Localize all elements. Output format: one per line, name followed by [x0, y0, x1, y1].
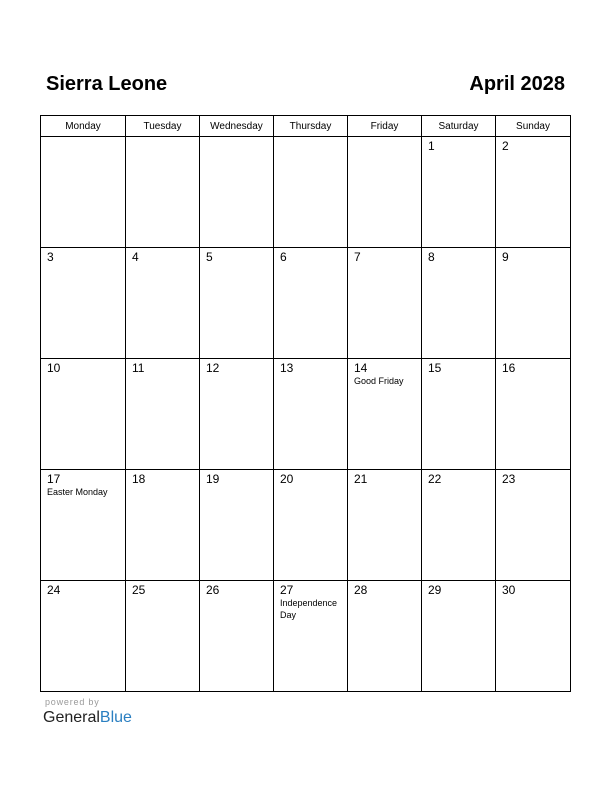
brand-blue-text: Blue: [99, 709, 132, 726]
day-cell: [422, 581, 496, 692]
day-cell: [274, 359, 348, 470]
day-number: 24: [47, 583, 61, 597]
day-number: [274, 137, 347, 139]
generalblue-logo: [43, 708, 132, 728]
day-number: 2: [502, 139, 509, 153]
day-number: 3: [47, 250, 54, 264]
day-number: [200, 137, 273, 139]
day-cell: [496, 470, 571, 581]
day-cell: [348, 581, 422, 692]
day-cell: [274, 581, 348, 692]
day-number: 8: [428, 250, 435, 264]
day-cell: [348, 359, 422, 470]
day-cell: [348, 248, 422, 359]
day-number: 20: [280, 472, 294, 486]
day-cell: [200, 470, 274, 581]
day-cell: [422, 470, 496, 581]
day-cell: [422, 359, 496, 470]
day-number: [126, 137, 199, 139]
day-number: 15: [428, 361, 442, 375]
weekday-header-thursday: Thursday: [274, 116, 348, 137]
day-cell: [200, 359, 274, 470]
day-cell: [41, 470, 126, 581]
day-number: 18: [132, 472, 146, 486]
weekday-header-row: [41, 116, 571, 137]
day-cell: [126, 359, 200, 470]
day-number: 30: [502, 583, 516, 597]
day-cell: [274, 248, 348, 359]
day-number: 28: [354, 583, 368, 597]
day-number: [348, 137, 421, 139]
day-number: 25: [132, 583, 146, 597]
calendar-grid: [40, 115, 571, 692]
powered-by-label: powered by: [45, 697, 100, 707]
day-cell: [274, 137, 348, 248]
day-cell: [126, 248, 200, 359]
day-cell: [496, 359, 571, 470]
brand-general-text: General: [43, 709, 100, 726]
day-cell: [200, 137, 274, 248]
weekday-header-friday: Friday: [348, 116, 422, 137]
day-number: 17: [47, 472, 61, 486]
day-cell: [126, 137, 200, 248]
holiday-label: Good Friday: [354, 376, 404, 386]
day-cell: [496, 581, 571, 692]
weekday-header-wednesday: Wednesday: [200, 116, 274, 137]
day-number: 14: [354, 361, 368, 375]
weekday-header-monday: Monday: [41, 116, 126, 137]
day-cell: [496, 137, 571, 248]
day-number: 19: [206, 472, 220, 486]
generalblue-brand[interactable]: [43, 697, 132, 728]
week-row-5: [41, 581, 571, 692]
day-cell: [126, 470, 200, 581]
day-number: 9: [502, 250, 509, 264]
holiday-label: Easter Monday: [47, 487, 108, 497]
day-number: 7: [354, 250, 361, 264]
day-cell: [126, 581, 200, 692]
day-cell: [200, 248, 274, 359]
holiday-label: Independence Day: [280, 598, 338, 620]
day-cell: [200, 581, 274, 692]
day-number: 11: [132, 361, 145, 375]
calendar-country-title: Sierra Leone: [46, 73, 168, 95]
weekday-header-saturday: Saturday: [422, 116, 496, 137]
day-cell: [348, 137, 422, 248]
day-number: 4: [132, 250, 139, 264]
day-cell: [496, 248, 571, 359]
day-cell: [422, 248, 496, 359]
week-row-2: [41, 248, 571, 359]
day-number: 1: [428, 139, 435, 153]
day-cell: [41, 248, 126, 359]
weekday-header-sunday: Sunday: [496, 116, 571, 137]
week-row-4: [41, 470, 571, 581]
day-number: 26: [206, 583, 220, 597]
day-cell: [41, 581, 126, 692]
day-number: 22: [428, 472, 442, 486]
day-number: 27: [280, 583, 294, 597]
weekday-header-tuesday: Tuesday: [126, 116, 200, 137]
day-number: 12: [206, 361, 220, 375]
day-cell: [41, 137, 126, 248]
day-number: [41, 137, 125, 139]
day-number: 29: [428, 583, 442, 597]
week-row-1: [41, 137, 571, 248]
day-number: 10: [47, 361, 61, 375]
day-number: 5: [206, 250, 213, 264]
day-cell: [41, 359, 126, 470]
week-row-3: [41, 359, 571, 470]
day-cell: [274, 470, 348, 581]
day-number: 21: [354, 472, 368, 486]
day-number: 23: [502, 472, 516, 486]
day-number: 13: [280, 361, 294, 375]
day-cell: [422, 137, 496, 248]
day-cell: [348, 470, 422, 581]
day-number: 6: [280, 250, 287, 264]
day-number: 16: [502, 361, 516, 375]
calendar-month-title: April 2028: [469, 73, 565, 95]
